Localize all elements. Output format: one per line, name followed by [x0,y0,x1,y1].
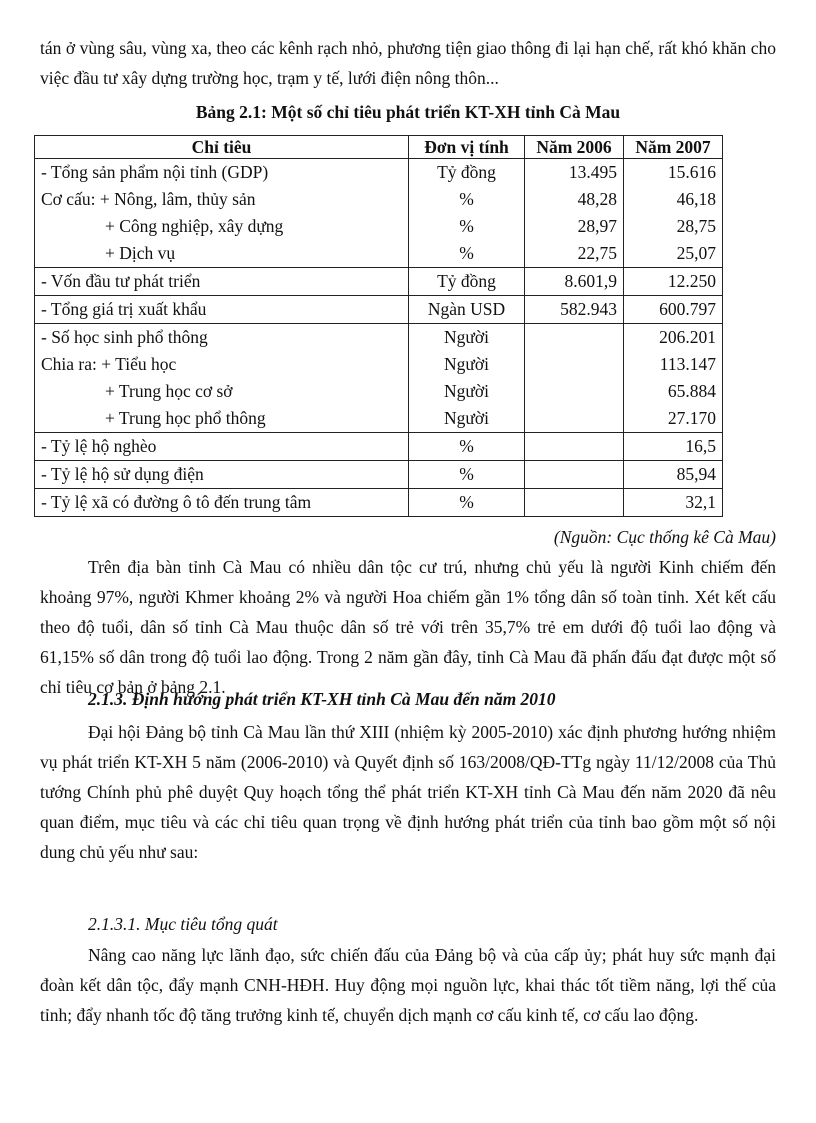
row-unit: % [409,461,525,489]
row-value-2006 [525,324,624,352]
row-label: - Tỷ lệ xã có đường ô tô đến trung tâm [35,489,409,517]
row-value-2006: 22,75 [525,240,624,268]
row-value-2006 [525,351,624,378]
section-heading: 2.1.3. Định hướng phát triển KT-XH tỉnh Cà Mau đến năm 2010 [88,689,556,709]
row-label: - Tỷ lệ hộ sử dụng điện [35,461,409,489]
table-row [35,159,723,187]
row-value-2007: 113.147 [624,351,723,378]
intro-paragraph: tán ở vùng sâu, vùng xa, theo các kênh rạch nhỏ, phương tiện giao thông đi lại hạn chế, rất khó khăn cho việc đầu tư xây dựng trường học, trạm y tế, lưới điện nông thôn... [40,38,776,88]
table-row [35,461,723,489]
table-row [35,268,723,296]
table-row [35,433,723,461]
row-label: Chia ra: + Tiểu học [35,351,409,378]
row-value-2006: 28,97 [525,213,624,240]
population-paragraph: Trên địa bàn tỉnh Cà Mau có nhiều dân tộc cư trú, nhưng chủ yếu là người Kinh chiếm đến khoảng 97%, người Khmer khoảng 2% và người Hoa chiếm gần 1% tổng dân số toàn tỉnh. Xét kết cấu theo độ tuổi, dân số tỉnh Cà Mau thuộc dân số trẻ với trên 35,7% trẻ em dưới độ tuổi lao động và 61,15% số dân trong độ tuổi lao động. Trong 2 năm gần đây, tỉnh Cà Mau đã phấn đấu đạt được một số chỉ tiêu cơ bản ở bảng 2.1. [40,557,776,697]
row-value-2006 [525,405,624,433]
table-source: (Nguồn: Cục thống kê Cà Mau) [553,527,776,547]
header-indicator: Chỉ tiêu [35,136,409,159]
row-value-2007: 12.250 [624,268,723,296]
subsection-heading: 2.1.3.1. Mục tiêu tổng quát [88,914,278,934]
row-label: + Công nghiệp, xây dựng [35,213,409,240]
table-row [35,186,723,213]
row-value-2007: 46,18 [624,186,723,213]
row-unit: % [409,489,525,517]
row-value-2006: 48,28 [525,186,624,213]
goals-paragraph: Nâng cao năng lực lãnh đạo, sức chiến đấu của Đảng bộ và của cấp ủy; phát huy sức mạnh đại đoàn kết dân tộc, đẩy mạnh CNH-HĐH. Huy động mọi nguồn lực, khai thác tốt tiềm năng, lợi thế của tỉnh; đẩy nhanh tốc độ tăng trưởng kinh tế, chuyển dịch mạnh cơ cấu kinh tế, cơ cấu lao động. [40,945,776,1025]
table-row [35,405,723,433]
row-unit: Ngàn USD [409,296,525,324]
row-unit: Tỷ đồng [409,159,525,187]
indicators-table [34,135,723,517]
congress-paragraph: Đại hội Đảng bộ tỉnh Cà Mau lần thứ XIII (nhiệm kỳ 2005-2010) xác định phương hướng nhiệm vụ phát triển KT-XH 5 năm (2006-2010) và Quyết định số 163/2008/QĐ-TTg ngày 11/12/2008 của Thủ tướng Chính phủ phê duyệt Quy hoạch tổng thể phát triển KT-XH tỉnh Cà Mau đến năm 2020 đã nêu quan điểm, mục tiêu và các chỉ tiêu quan trọng về định hướng phát triển của tỉnh bao gồm một số nội dung chủ yếu như sau: [40,722,776,862]
row-unit: Người [409,405,525,433]
table-header-row [35,136,723,159]
table-caption: Bảng 2.1: Một số chỉ tiêu phát triển KT-XH tỉnh Cà Mau [195,102,621,122]
row-unit: % [409,213,525,240]
row-label: + Trung học phổ thông [35,405,409,433]
header-year-2006: Năm 2006 [525,136,624,159]
header-unit: Đơn vị tính [409,136,525,159]
table-row [35,240,723,268]
row-label: - Số học sinh phổ thông [35,324,409,352]
row-unit: % [409,186,525,213]
table-row [35,489,723,517]
row-value-2007: 600.797 [624,296,723,324]
row-value-2007: 65.884 [624,378,723,405]
row-value-2006: 582.943 [525,296,624,324]
row-unit: Người [409,351,525,378]
row-label: - Tỷ lệ hộ nghèo [35,433,409,461]
table-row [35,351,723,378]
row-unit: Người [409,378,525,405]
table-row [35,324,723,352]
row-value-2007: 15.616 [624,159,723,187]
row-value-2007: 25,07 [624,240,723,268]
row-value-2006 [525,378,624,405]
row-value-2006 [525,433,624,461]
row-unit: % [409,433,525,461]
row-value-2007: 28,75 [624,213,723,240]
row-unit: Tỷ đồng [409,268,525,296]
row-value-2006: 8.601,9 [525,268,624,296]
row-value-2006 [525,461,624,489]
row-value-2007: 27.170 [624,405,723,433]
table-row [35,378,723,405]
row-unit: % [409,240,525,268]
row-label: + Trung học cơ sở [35,378,409,405]
row-value-2007: 32,1 [624,489,723,517]
row-label: - Tổng giá trị xuất khẩu [35,296,409,324]
row-label: + Dịch vụ [35,240,409,268]
table-row [35,213,723,240]
row-value-2007: 206.201 [624,324,723,352]
row-label: Cơ cấu: + Nông, lâm, thủy sản [35,186,409,213]
row-label: - Vốn đầu tư phát triển [35,268,409,296]
row-value-2007: 85,94 [624,461,723,489]
row-value-2006: 13.495 [525,159,624,187]
row-label: - Tổng sản phẩm nội tỉnh (GDP) [35,159,409,187]
row-value-2007: 16,5 [624,433,723,461]
row-unit: Người [409,324,525,352]
table-row [35,296,723,324]
row-value-2006 [525,489,624,517]
header-year-2007: Năm 2007 [624,136,723,159]
